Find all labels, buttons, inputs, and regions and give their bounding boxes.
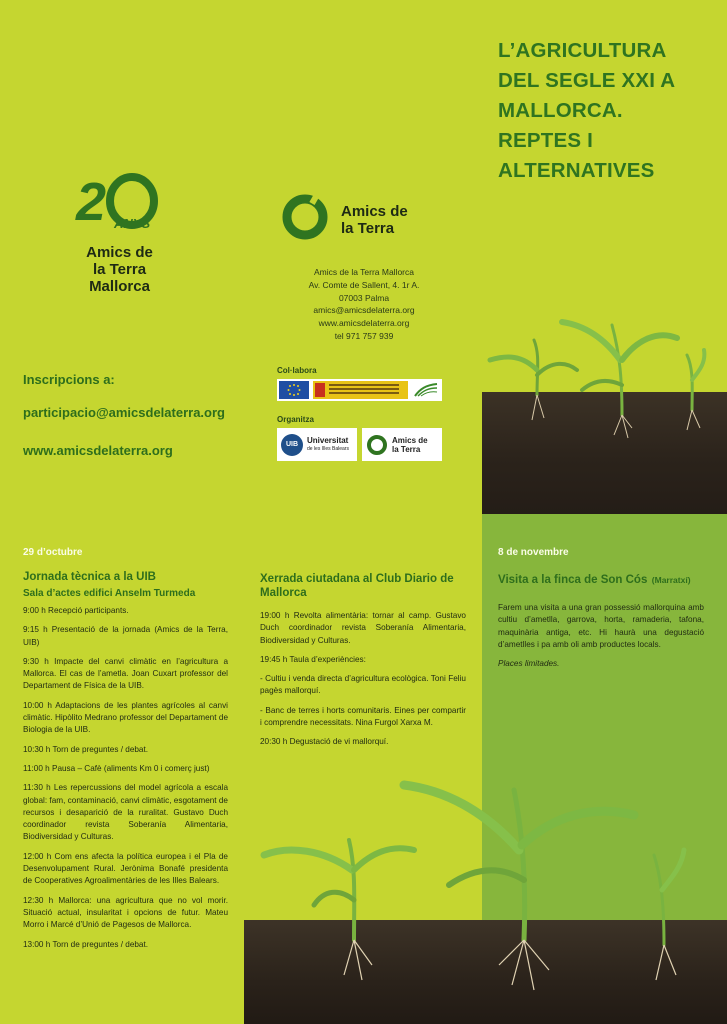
uib-text <box>307 436 349 454</box>
title-line: ALTERNATIVES <box>498 159 655 182</box>
day1-title: Jornada tècnica a la UIB <box>23 571 156 583</box>
logo-text-line: la Terra <box>341 220 395 237</box>
contact-website[interactable]: www.amicsdelaterra.org <box>318 318 410 329</box>
contact-phone: tel 971 757 939 <box>334 330 394 341</box>
title-line: L’AGRICULTURA <box>498 39 667 62</box>
logo-label-line: la Terra <box>92 261 147 278</box>
inscripcions-web-link[interactable]: www.amicsdelaterra.org <box>23 443 173 458</box>
logo-text-line: la Terra <box>392 444 421 454</box>
inscripcions-email-link[interactable]: participacio@amicsdelaterra.org <box>23 405 225 420</box>
title-line: MALLORCA. <box>498 99 623 122</box>
contact-org: Amics de la Terra Mallorca <box>314 267 414 277</box>
collabora-label: Col·labora <box>277 366 317 375</box>
logo-label-line: Amics de <box>86 244 153 261</box>
svg-text:2: 2 <box>76 172 107 232</box>
program-item: 10:30 h Torn de preguntes / debat. <box>23 744 149 754</box>
program-item: 12:00 h Com ens afecta la política europea i el Pla de Desenvolupament Rural. Jerònima Bonafé presidenta de Cooperatives Agroalimentàries de les Illes Balears. <box>23 851 228 886</box>
program-item: 20:30 h Degustació de vi mallorquí. <box>260 737 389 747</box>
ring-logo-icon <box>281 193 329 241</box>
day2-text <box>498 602 704 670</box>
amics-small-logo-text <box>392 436 428 454</box>
logo-text-line: Amics de <box>341 203 408 220</box>
program-item: 11:30 h Les repercussions del model agrícola a escala global: fam, contaminació, canvi climàtic, esgotament de recursos i desaparició de la ruralitat. Gustavo Duch coordinador revista Soberanía Alimentaria, Biodiversidad y Culturas. <box>23 783 228 842</box>
ring-logo-icon <box>366 434 388 456</box>
program-item: 11:00 h Pausa – Cafè (aliments Km 0 i comerç just) <box>23 763 210 773</box>
eu-flag-icon <box>279 381 309 399</box>
day2-title: Visita a la finca de Son Cós <box>498 574 648 586</box>
government-logo-icon <box>313 381 408 399</box>
program-item: - Cultiu i venda directa d’agricultura ecològica. Toni Feliu pagès mallorquí. <box>260 674 466 696</box>
day2-title-note: (Marratxí) <box>651 575 691 585</box>
day1-evening-column <box>260 572 466 756</box>
title-line: DEL SEGLE XXI A <box>498 69 676 92</box>
program-item: 19:00 h Revolta alimentària: tornar al camp. Gustavo Duch coordinador revista Soberanía Alimentaria, Biodiversidad y Culturas. <box>260 611 466 645</box>
uib-name: Universitat <box>307 435 349 445</box>
program-item: - Banc de terres i horts comunitaris. Eines per compartir i comprendre necessitats. Nina Furgol Xarxa M. <box>260 705 466 728</box>
day1-subtitle: Sala d’actes edifici Anselm Turmeda <box>23 588 196 599</box>
day2-description: Farem una visita a una gran possessió mallorquina amb cultiu d’ametlla, garrova, horta, ramaderia, tafona, maquinària antiga, etc. Hi haurà una degustació d’ametlles i pa amb oli amb productes locals. <box>498 603 704 649</box>
biodiversity-foundation-logo-icon <box>412 381 440 399</box>
program-item: 12:30 h Mallorca: una agricultura que no vol morir. Situació actual, insularitat i opcions de futur. Mateu Morro i Marcé d’Unió de Pagesos de Mallorca. <box>23 895 228 930</box>
day2-date: 8 de novembre <box>498 547 569 558</box>
program-item: 13:00 h Torn de preguntes / debat. <box>23 939 149 949</box>
day1-date: 29 d’octubre <box>23 547 83 558</box>
program-item: 9:30 h Impacte del canvi climàtic en l’agricultura a Mallorca. El cas de l’ametla. Joan Cuxart professor del Departament de Física de la UIB. <box>23 656 228 691</box>
uib-logo <box>277 428 357 461</box>
contact-city: 07003 Palma <box>338 292 390 303</box>
day1b-program <box>260 610 466 749</box>
svg-text:ANYS: ANYS <box>114 216 151 231</box>
day2-column <box>498 547 704 677</box>
program-item: 10:00 h Adaptacions de les plantes agrícoles al canvi climàtic. Hipòlito Medrano professor del Departament de Biologia de la UIB. <box>23 700 228 735</box>
uib-subname: de les Illes Balears <box>307 445 349 452</box>
logo-label-line: Mallorca <box>89 278 150 295</box>
seedling-image-top <box>482 300 727 445</box>
amics-small-logo <box>362 428 442 461</box>
seedling-image-bottom <box>244 760 727 1020</box>
sponsor-logos <box>277 379 442 401</box>
day2-note: Places limitades. <box>498 659 560 669</box>
amics-logo-text <box>341 203 408 237</box>
contact-address: Av. Comte de Sallent, 4. 1r A. <box>308 279 420 290</box>
contact-block <box>284 266 444 343</box>
logo-text-line: Amics de <box>392 435 428 445</box>
amics-de-la-terra-logo <box>281 193 421 245</box>
program-item: 9:15 h Presentació de la jornada (Amics de la Terra, UIB) <box>23 625 228 647</box>
day1-column <box>23 547 228 958</box>
organitza-label: Organitza <box>277 415 314 424</box>
anniversary-20-logo <box>74 168 164 232</box>
amics-mallorca-logo-label <box>62 244 177 295</box>
title-line: REPTES I <box>498 129 594 152</box>
uib-emblem-icon: UIB <box>281 434 303 456</box>
inscripcions-label: Inscripcions a: <box>23 372 115 387</box>
page-title <box>498 36 720 186</box>
day2-heading <box>498 570 704 588</box>
day1b-title: Xerrada ciutadana al Club Diario de Mallorca <box>260 573 454 599</box>
program-item: 9:00 h Recepció participants. <box>23 606 129 615</box>
day1-program <box>23 605 228 951</box>
contact-email[interactable]: amics@amicsdelaterra.org <box>313 305 415 316</box>
program-item: 19:45 h Taula d’experiències: <box>260 654 366 664</box>
